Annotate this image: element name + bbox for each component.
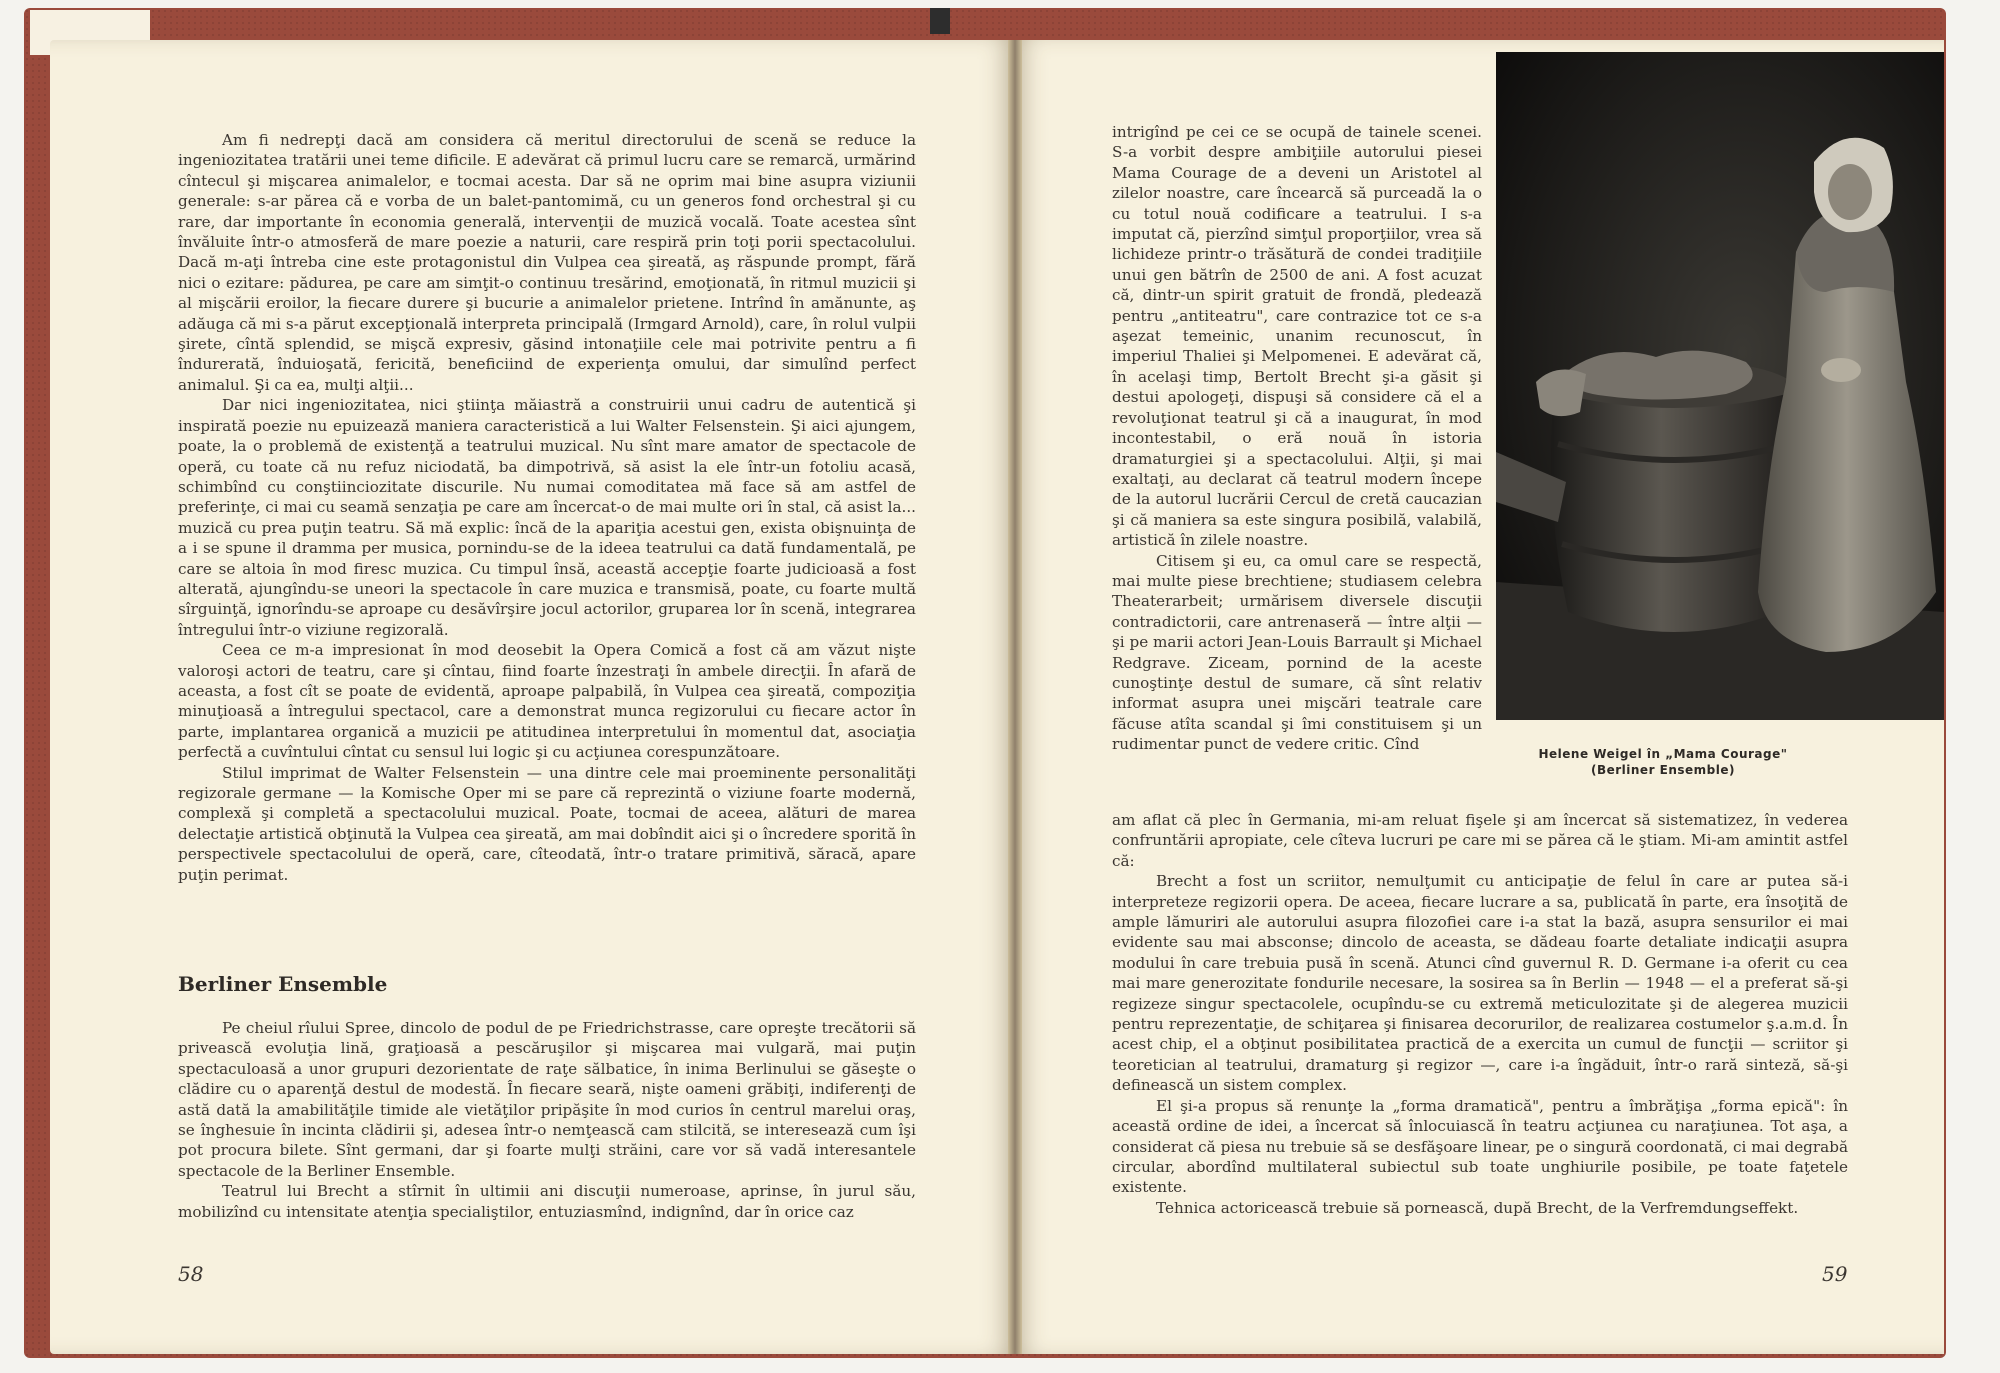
- page-number-left: 58: [178, 1262, 204, 1286]
- paragraph: am aflat că plec în Germania, mi-am reluat fişele şi am încercat să sistematizez, în vederea confruntării apropiate, cele cîteva lucruri pe care mi se părea că le ştiam. Mi-am amintit astfel că:: [1112, 811, 1848, 870]
- paragraph: El şi-a propus să renunţe la „forma dramatică", pentru a îmbrăţişa „forma epică": în această ordine de idei, a încercat să înlocuiască în teatru acţiunea cu naraţiunea. Tot aşa, a considerat că piesa nu trebuie să se desfăşoare linear, pe o singură coordonată, ci mai degrabă circular, abordînd multilateral subiectul sub toate unghiurile posibile, pe toate faţetele existente.: [1112, 1096, 1848, 1197]
- caption-line: Helene Weigel în „Mama Courage": [1538, 747, 1788, 761]
- paragraph: Stilul imprimat de Walter Felsenstein — una dintre cele mai proeminente personalităţi regizorale germane — la Komische Oper mi se pare că reprezintă o viziune foarte modernă, complexă şi completă a spectacolului muzical. Poate, tocmai de aceea, alături de marea delectaţie artistică obţinută la Vulpea cea şireată, am mai dobîndit aici şi o încredere sporită în perspectivele spectacolului de operă, care, cîteodată, într-o tratare primitivă, săracă, apare puţin perimat.: [178, 763, 916, 884]
- paragraph: Teatrul lui Brecht a stîrnit în ultimii ani discuţii numeroase, aprinse, în jurul său, mobilizînd cu intensitate atenţia specialiştilor, entuziasmînd, indignînd, dar în orice caz: [178, 1182, 916, 1221]
- book-gutter: [1008, 40, 1022, 1354]
- caption-line: (Berliner Ensemble): [1590, 763, 1736, 777]
- paragraph: intrigînd pe cei ce se ocupă de tainele scenei. S-a vorbit despre ambiţiile autorului piesei Mama Courage de a deveni un Aristotel al zilelor noastre, care încearcă să purceadă la o cu totul nouă codificare a teatrului. I s-a imputat că, pierzînd simţul proporţiilor, vrea să lichideze printr-o trăsătură de condei tradiţiile unui gen bătrîn de 2500 de ani. A fost acuzat că, dintr-un spirit gratuit de frondă, pledează pentru „antiteatru", care contrazice tot ce s-a aşezat temeinic, unanim recunoscut, în imperiul Thaliei şi Melpomenei. E adevărat că, în acelaşi timp, Bertolt Brecht şi-a găsit şi destui apologeţi, dispuşi să considere că el a revoluţionat teatrul şi că a inaugurat, în mod incontestabil, o eră nouă în istoria dramaturgiei şi a spectacolului. Alţii, şi mai exaltaţi, au declarat că teatrul modern începe de la autorul lucrării Cercul de cretă caucazian şi că maniera sa este singura posibilă, valabilă, artistică în zilele noastre.: [1112, 123, 1482, 550]
- left-page-body: [178, 130, 916, 885]
- page-number-right: 59: [1822, 1262, 1848, 1286]
- paragraph: Pe cheiul rîului Spree, dincolo de podul de pe Friedrichstrasse, care opreşte trecătorii să privească evoluţia lină, graţioasă a pescăruşilor şi mişcarea mai vulgară, mai puţin spectaculoasă a unor grupuri dezorientate de raţe sălbatice, în inima Berlinului se găseşte o clădire cu o aparenţă destul de modestă. În fiecare seară, nişte oameni grăbiţi, indiferenţi de astă dată la amabilităţile timide ale vietăţilor pripăşite în mod curios în centrul marelui oraş, se înghesuie în incinta clădirii şi, adesea într-o nemţească cam stilcită, se interesează cum îşi pot procura bilete. Sînt germani, dar şi foarte mulţi străini, care vor să vadă interesantele spectacole de la Berliner Ensemble.: [178, 1019, 916, 1180]
- right-column-body: [1112, 122, 1482, 755]
- section-heading: Berliner Ensemble: [178, 972, 388, 996]
- stage-photo: [1496, 52, 1944, 720]
- paragraph: Citisem şi eu, ca omul care se respectă, mai multe piese brechtiene; studiasem celebra Theaterarbeit; urmărisem diversele discuţii contradictorii, care antrenaseră — între alţii — şi pe marii actori Jean-Louis Barrault şi Michael Redgrave. Ziceam, pornind de la aceste cunoştinţe destul de sumare, că sînt relativ informat asupra unei mişcări teatrale care făcuse atîta scandal şi îmi constituisem şi un rudimentar punct de vedere critic. Cînd: [1112, 551, 1482, 754]
- paragraph: Am fi nedrepţi dacă am considera că meritul directorului de scenă se reduce la ingeniozitatea tratării unei teme dificile. E adevărat că primul lucru care se remarcă, urmărind cîntecul şi mişcarea animalelor, e tocmai acesta. Dar să ne oprim mai bine asupra viziunii generale: s-ar părea că e vorba de un balet-pantomimă, cu un generos fond orchestral şi cu rare, dar importante în economia generală, intervenţii de muzică vocală. Toate acestea sînt învăluite într-o atmosferă de mare poezie a naturii, care respiră prin toţi porii spectacolului. Dacă m-aţi întreba cine este protagonistul din Vulpea cea şireată, aş răspunde prompt, fără nici o ezitare: pădurea, pe care am simţit-o continuu tresărind, emoţionată, în ritmul muzicii şi al mişcării eroilor, la fiecare durere şi bucurie a animalelor prietene. Intrînd în amănunte, aş adăuga că mi s-a părut excepţională interpreta principală (Irmgard Arnold), care, în rolul vulpii şirete, cîntă splendid, se mişcă expresiv, găsind intonaţiile cele mai potrivite pentru a fi îndurerată, înduioşată, fericită, beneficiind de experienţa omului, dar simulînd perfect animalul. Şi ca ea, mulţi alţii...: [178, 131, 916, 394]
- paragraph: Ceea ce m-a impresionat în mod deosebit la Opera Comică a fost că am văzut nişte valoroşi actori de teatru, care şi cîntau, fiind foarte înzestraţi în ambele direcţii. În afară de aceasta, a fost cît se poate de evidentă, aproape palpabilă, în Vulpea cea şireată, compoziţia minuţioasă a întregului spectacol, care a demonstrat munca regizorului cu fiecare actor în parte, implantarea organică a muzicii pe atitudinea interpretului în momentul dat, asociaţia perfectă a cuvîntului cîntat cu sensul lui logic şi cu acţiunea corespunzătoare.: [178, 641, 916, 762]
- section-body: [178, 1018, 916, 1222]
- paragraph: Brecht a fost un scriitor, nemulţumit cu anticipaţie de felul în care ar putea să-i interpreteze regizorii opera. De aceea, fiecare lucrare a sa, publicată în parte, era însoţită de ample lămuriri ale autorului asupra filozofiei care i-a stat la bază, asupra sensurilor ei mai evidente sau mai absconse; dincolo de aceasta, se dădeau foarte detaliate indicaţii asupra modului în care trebuia pusă în scenă. Atunci cînd guvernul R. D. Germane i-a oferit cu cea mai mare generozitate fondurile necesare, la sosirea sa în Berlin — 1948 — el a preferat să-şi regizeze singur spectacolele, ocupîndu-se cu extremă meticulozitate şi de alegerea muzicii pentru reprezentaţie, de schiţarea şi finisarea decorurilor, de realizarea costumelor ş.a.m.d. În acest chip, el a obţinut posibilitatea practică de a exercita un cumul de funcţii — scriitor şi teoretician al teatrului, dramaturg şi regizor —, care i-a îngăduit, într-o rară sinteză, să-şi definească un sistem complex.: [1112, 872, 1848, 1095]
- right-page-body: [1112, 810, 1848, 1218]
- bookmark-tab: [930, 8, 950, 34]
- photo-caption: [1508, 746, 1818, 778]
- photo-illustration: [1496, 52, 1944, 720]
- paragraph: Tehnica actoricească trebuie să pornească, după Brecht, de la Verfremdungseffekt.: [1156, 1198, 1799, 1217]
- paragraph: Dar nici ingeniozitatea, nici ştiinţa măiastră a construirii unui cadru de autentică şi inspirată poezie nu epuizează maniera caracteristică a lui Walter Felsenstein. Şi aici ajungem, poate, la o problemă de existenţă a teatrului muzical. Nu sînt mare amator de spectacole de operă, cu toate că nu refuz niciodată, ba dimpotrivă, să asist la ele într-un fotoliu acasă, schimbînd cu conştiinciozitate discurile. Nu numai comoditatea mă face să am astfel de preferinţe, ci mai cu seamă senzaţia pe care am încercat-o de mai multe ori în stal, că asist la... muzică cu prea puţin teatru. Să mă explic: încă de la apariţia acestui gen, exista obişnuinţa de a i se spune il dramma per musica, pornindu-se de la ideea teatrului ca dată fundamentală, pe care se altoia în mod firesc muzica. Cu timpul însă, această accepţie foarte judicioasă a fost alterată, ajungîndu-se uneori la spectacole în care muzica e transmisă, poate, cu foarte multă sîrguinţă, ignorîndu-se aproape cu desăvîrşire jocul actorilor, gruparea lor în scenă, integrarea întregului într-o viziune regizorală.: [178, 396, 916, 639]
